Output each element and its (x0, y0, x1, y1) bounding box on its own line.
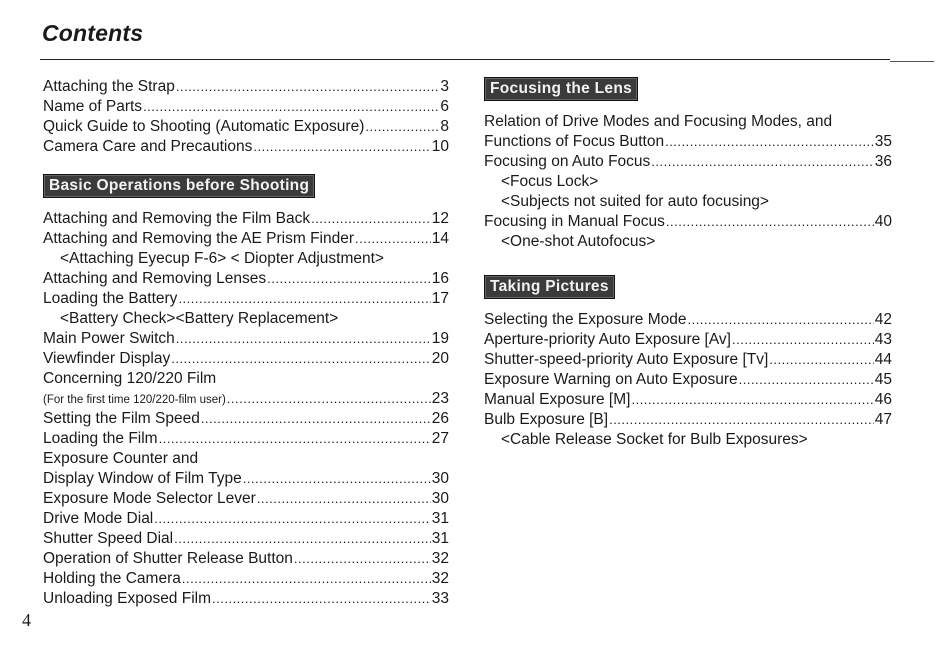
toc-entry-title: Drive Mode Dial (43, 510, 154, 527)
toc-page-number: 31 (431, 530, 449, 547)
toc-group (43, 209, 449, 609)
dot-leader (212, 589, 431, 609)
dot-leader (201, 409, 431, 429)
dot-leader (154, 509, 430, 529)
dot-leader (253, 137, 430, 157)
toc-entry (43, 229, 449, 249)
toc-entry (484, 212, 892, 232)
page-title: Contents (42, 20, 144, 46)
toc-entry-title: Camera Care and Precautions (43, 138, 253, 155)
toc-entry-title: Operation of Shutter Release Button (43, 550, 293, 567)
dot-leader (311, 209, 431, 229)
toc-entry (484, 370, 892, 390)
dot-leader (176, 329, 431, 349)
toc-entry (484, 350, 892, 370)
dot-leader (176, 77, 440, 97)
toc-entry (43, 137, 449, 157)
toc-page-number: 46 (874, 391, 892, 408)
toc-page-number: 42 (874, 311, 892, 328)
toc-entry (43, 389, 449, 409)
toc-entry-title: Shutter Speed Dial (43, 530, 174, 547)
toc-entry (43, 269, 449, 289)
toc-entry (43, 289, 449, 309)
toc-group (484, 310, 892, 450)
toc-entry (43, 429, 449, 449)
toc-page-number: 20 (431, 350, 449, 367)
toc-entry-title: Attaching and Removing the Film Back (43, 210, 311, 227)
toc-page-number: 32 (431, 550, 449, 567)
contents-left-column (43, 77, 449, 609)
title-rule (40, 59, 890, 60)
toc-page-number: 47 (874, 411, 892, 428)
toc-entry-title: Loading the Film (43, 430, 158, 447)
toc-page-number: 16 (431, 270, 449, 287)
toc-subentry: <Cable Release Socket for Bulb Exposures> (501, 431, 808, 448)
dot-leader (631, 390, 873, 410)
dot-leader (651, 152, 873, 172)
toc-subentry: <Attaching Eyecup F-6> < Diopter Adjustment> (60, 250, 384, 267)
dot-leader (243, 469, 431, 489)
toc-entry (43, 409, 449, 429)
toc-entry-line: Exposure Counter and (43, 450, 199, 467)
toc-page-number: 6 (440, 98, 449, 115)
dot-leader (227, 389, 431, 409)
toc-page-number: 36 (874, 153, 892, 170)
toc-entry-title: Aperture-priority Auto Exposure [Av] (484, 331, 731, 348)
toc-entry (43, 549, 449, 569)
dot-leader (609, 410, 874, 430)
toc-entry-title: Functions of Focus Button (484, 133, 665, 150)
toc-entry-title: (For the first time 120/220-film user) (43, 394, 226, 406)
toc-entry-title: Exposure Mode Selector Lever (43, 490, 256, 507)
dot-leader (739, 370, 874, 390)
toc-page-number: 45 (874, 371, 892, 388)
section-heading: Basic Operations before Shooting (43, 174, 315, 198)
toc-entry-title: Focusing in Manual Focus (484, 213, 665, 230)
section-heading: Focusing the Lens (484, 77, 638, 101)
section-heading: Taking Pictures (484, 275, 615, 299)
dot-leader (267, 269, 431, 289)
toc-page-number: 14 (431, 230, 449, 247)
toc-entry (43, 509, 449, 529)
toc-entry-title: Unloading Exposed Film (43, 590, 212, 607)
toc-entry-title: Viewfinder Display (43, 350, 171, 367)
dot-leader (174, 529, 431, 549)
toc-entry-line: Concerning 120/220 Film (43, 370, 217, 387)
toc-entry-title: Attaching and Removing Lenses (43, 270, 267, 287)
toc-page-number: 12 (431, 210, 449, 227)
toc-entry (43, 469, 449, 489)
toc-page-number: 35 (874, 133, 892, 150)
toc-page-number: 31 (431, 510, 449, 527)
toc-page-number: 3 (440, 78, 449, 95)
title-rule-tail (890, 61, 934, 62)
toc-page-number: 26 (431, 410, 449, 427)
dot-leader (171, 349, 431, 369)
dot-leader (732, 330, 874, 350)
toc-entry (43, 97, 449, 117)
dot-leader (355, 229, 431, 249)
toc-entry (484, 132, 892, 152)
toc-entry-title: Shutter-speed-priority Auto Exposure [Tv] (484, 351, 769, 368)
toc-entry-title: Name of Parts (43, 98, 143, 115)
toc-entry (484, 152, 892, 172)
toc-page-number: 30 (431, 490, 449, 507)
dot-leader (666, 212, 874, 232)
toc-page-number: 10 (431, 138, 449, 155)
toc-entry-title: Setting the Film Speed (43, 410, 200, 427)
dot-leader (665, 132, 874, 152)
toc-entry (43, 117, 449, 137)
toc-entry (43, 489, 449, 509)
dot-leader (182, 569, 431, 589)
toc-subentry: <Battery Check><Battery Replacement> (60, 310, 339, 327)
toc-page-number: 40 (874, 213, 892, 230)
dot-leader (687, 310, 873, 330)
toc-entry (43, 209, 449, 229)
toc-entry-title: Holding the Camera (43, 570, 181, 587)
dot-leader (257, 489, 431, 509)
toc-page-number: 30 (431, 470, 449, 487)
page-number: 4 (22, 610, 31, 630)
toc-group (484, 112, 892, 252)
toc-entry-title: Selecting the Exposure Mode (484, 311, 687, 328)
toc-page-number: 19 (431, 330, 449, 347)
toc-entry (43, 77, 449, 97)
toc-page-number: 8 (440, 118, 449, 135)
toc-entry (484, 410, 892, 430)
toc-entry-title: Manual Exposure [M] (484, 391, 631, 408)
toc-entry (484, 390, 892, 410)
dot-leader (365, 117, 439, 137)
toc-entry-title: Exposure Warning on Auto Exposure (484, 371, 738, 388)
toc-entry (484, 310, 892, 330)
toc-page-number: 44 (874, 351, 892, 368)
toc-page-number: 32 (431, 570, 449, 587)
toc-subentry: <Subjects not suited for auto focusing> (501, 193, 769, 210)
toc-subentry: <One-shot Autofocus> (501, 233, 656, 250)
contents-right-column (484, 77, 892, 450)
dot-leader (294, 549, 431, 569)
toc-entry (43, 329, 449, 349)
toc-group (43, 77, 449, 157)
toc-entry (43, 569, 449, 589)
toc-entry-title: Main Power Switch (43, 330, 175, 347)
toc-entry-title: Bulb Exposure [B] (484, 411, 609, 428)
toc-subentry: <Focus Lock> (501, 173, 599, 190)
toc-entry (43, 529, 449, 549)
toc-entry-title: Display Window of Film Type (43, 470, 242, 487)
toc-entry-title: Attaching the Strap (43, 78, 175, 95)
dot-leader (143, 97, 439, 117)
toc-entry-title: Attaching and Removing the AE Prism Finder (43, 230, 355, 247)
toc-entry-title: Focusing on Auto Focus (484, 153, 651, 170)
toc-page-number: 23 (431, 390, 449, 407)
dot-leader (769, 350, 873, 370)
toc-page-number: 43 (874, 331, 892, 348)
toc-entry-title: Loading the Battery (43, 290, 178, 307)
toc-entry (43, 589, 449, 609)
toc-entry-line: Relation of Drive Modes and Focusing Modes, and (484, 113, 833, 130)
toc-entry (43, 349, 449, 369)
dot-leader (159, 429, 431, 449)
toc-entry (484, 330, 892, 350)
toc-page-number: 27 (431, 430, 449, 447)
toc-page-number: 33 (431, 590, 449, 607)
dot-leader (178, 289, 430, 309)
toc-page-number: 17 (431, 290, 449, 307)
toc-entry-title: Quick Guide to Shooting (Automatic Exposure) (43, 118, 365, 135)
